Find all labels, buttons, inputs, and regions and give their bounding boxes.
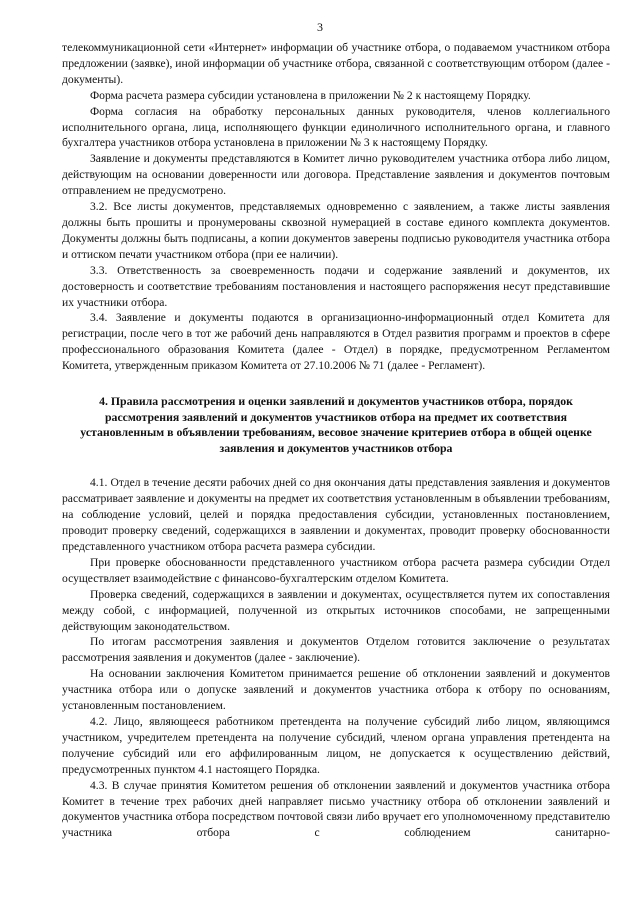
paragraph-after-2: Проверка сведений, содержащихся в заявлении и документах, осуществляется путем их сопоставления между собой, с информацией, полученной из открытых источников способами, не запрещенными действующим законодательством. <box>62 587 610 633</box>
paragraph-after-3: По итогам рассмотрения заявления и документов Отделом готовится заключение о результатах рассмотрения заявления и документов (далее - заключение). <box>62 635 610 665</box>
paragraph-before-2: Форма согласия на обработку персональных данных руководителя, членов коллегиального исполнительного органа, лица, исполняющего функции единоличного исполнительного органа, и главного бухгалтера участников отбора установлена в приложении № 3 к настоящему Порядку. <box>62 104 610 150</box>
paragraph-after-1: При проверке обоснованности представленного участником отбора расчета размера субсидии Отдел осуществляет взаимодействие с финансово-бухгалтерским отделом Комитета. <box>62 555 610 585</box>
section-heading: 4. Правила рассмотрения и оценки заявлений и документов участников отбора, порядок рассмотрения заявлений и документов участников отбора на предмет их соответствия установленным в объявлении требованиям, весовое значение критериев отбора в общей оценке заявления и документов участников отбора <box>80 394 592 455</box>
paragraph-before-3: Заявление и документы представляются в Комитет лично руководителем участника отбора либо лицом, действующим на основании доверенности или договора. Представление заявления и документов почтовым отправлением не предусмотрено. <box>62 152 610 198</box>
paragraph-after-6: 4.3. В случае принятия Комитетом решения об отклонении заявлений и документов участника отбора Комитет в течение трех рабочих дней направляет письмо участнику отбора об отклонении заявлений и документов участника отбора посредством почтовой связи либо вручает его уполномоченному представителю участника отбора с соблюдением санитарно- <box>62 778 610 840</box>
paragraph-before-0: телекоммуникационной сети «Интернет» информации об участнике отбора, о подаваемом участником отбора предложении (заявке), иной информации об участнике отбора, связанной с соответствующим отбором (далее - документы). <box>62 41 610 86</box>
document-page <box>62 40 610 841</box>
paragraph-after-4: На основании заключения Комитетом принимается решение об отклонении заявлений и документов участника отбора или о допуске заявлений и документов участника отбора к отбору по основаниям, установленным постановлением. <box>62 667 610 713</box>
paragraph-after-0: 4.1. Отдел в течение десяти рабочих дней со дня окончания даты представления заявления и документов рассматривает заявление и документы на предмет их соответствия установленным в объявлении требованиям, на соблюдение условий, целей и порядка предоставления субсидии, установленных постановлением, проводит проверку сведений, содержащихся в заявлении и документах, проводит проверку обоснованности представленного участником отбора расчета размера субсидии. <box>62 476 610 554</box>
paragraph-before-1: Форма расчета размера субсидии установлена в приложении № 2 к настоящему Порядку. <box>90 88 531 102</box>
paragraph-before-6: 3.4. Заявление и документы подаются в организационно-информационный отдел Комитета для регистрации, после чего в тот же рабочий день направляются в Отдел развития программ и проектов в сфере профессионального образования Комитета (далее - Отдел) в порядке, предусмотренном Регламентом Комитета, утвержденным приказом Комитета от 27.10.2006 № 71 (далее - Регламент). <box>62 311 610 373</box>
paragraph-before-4: 3.2. Все листы документов, представляемых одновременно с заявлением, а также листы заявления должны быть прошиты и пронумерованы сквозной нумерацией в составе единого комплекта документов. Документы должны быть подписаны, а копии документов заверены подписью руководителя участника отбора и оттиском печати участником отбора (при ее наличии). <box>62 200 610 261</box>
paragraph-before-5: 3.3. Ответственность за своевременность подачи и содержание заявлений и документов, их достоверность и соответствие требованиям постановления и настоящего распоряжения несут представившие их участники отбора. <box>62 263 610 309</box>
paragraph-after-5: 4.2. Лицо, являющееся работником претендента на получение субсидий либо лицом, являющимся участником, учредителем претендента на получение субсидий, членом органа управления претендента на получение субсидий или его аффилированным лицом, не допускается к осуществлению действий, предусмотренных пунктом 4.1 настоящего Порядка. <box>62 715 610 776</box>
page-number: 3 <box>317 20 323 34</box>
